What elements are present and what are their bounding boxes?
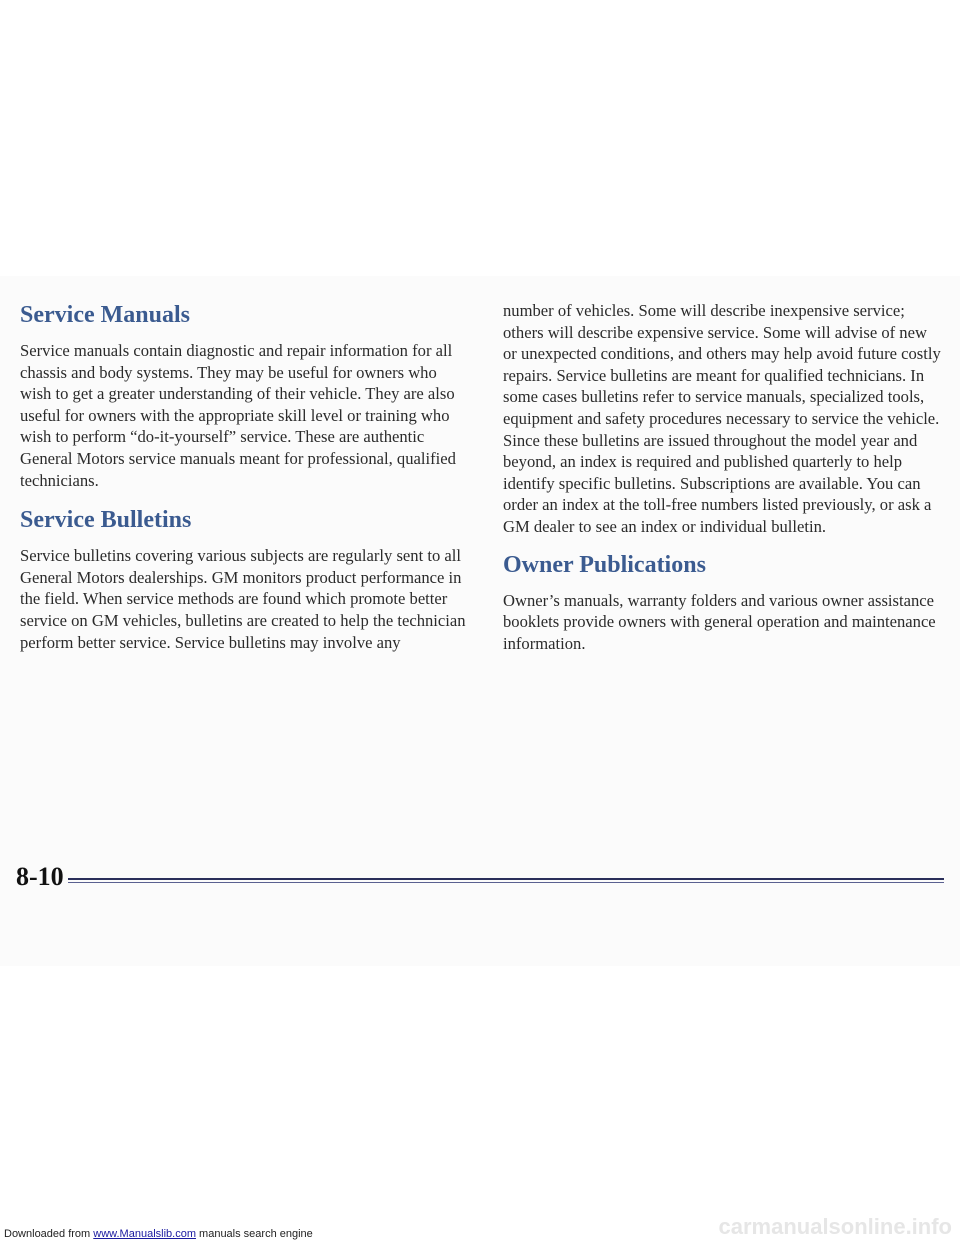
service-manuals-body: Service manuals contain diagnostic and repair information for all chassis and body systems. They may be useful for owners who wish to get a greater understanding of their vehicle. They are also useful for owners with the appropriate skill level or training who wish to perform “do-it-yourself” service. These are authentic General Motors service manuals meant for professional, qualified technicians. (20, 341, 456, 490)
service-bulletins-body-right: number of vehicles. Some will describe inexpensive service; others will describe expensive service. Some will advise of new or unexpected conditions, and others may help avoid future costly repairs. Service bulletins are meant for qualified technicians. In some cases bulletins refer to service manuals, specialized tools, equipment and safety procedures necessary to service the vehicle. Since these bulletins are issued throughout the model year and beyond, an index is required and published quarterly to help identify specific bulletins. Subscriptions are available. You can order an index at the toll-free numbers listed previously, or ask a GM dealer to see an index or individual bulletin. (503, 301, 941, 536)
footer-prefix: Downloaded from (4, 1228, 94, 1240)
footer-suffix: manuals search engine (195, 1228, 313, 1240)
page-number: 8-10 (16, 862, 64, 891)
owner-publications-heading: Owner Publications (503, 551, 706, 578)
right-column (503, 300, 943, 654)
download-footer (4, 1228, 313, 1240)
owner-publications-body: Owner’s manuals, warranty folders and various owner assistance booklets provide owners with general operation and maintenance information. (503, 590, 936, 653)
left-column (20, 300, 470, 653)
footer-rule (68, 878, 944, 880)
footer-rule-secondary (68, 882, 944, 883)
manualslib-link[interactable]: www.Manualslib.com (93, 1228, 196, 1240)
service-bulletins-body-left: Service bulletins covering various subjects are regularly sent to all General Motors dealerships. GM monitors product performance in the field. When service methods are found which promote better service on GM vehicles, bulletins are created to help the technician perform better service. Service bulletins may involve any (20, 546, 466, 652)
watermark-logo: carmanualsonline.info (718, 1214, 952, 1239)
service-manuals-heading: Service Manuals (20, 302, 190, 328)
service-bulletins-heading: Service Bulletins (20, 507, 192, 534)
